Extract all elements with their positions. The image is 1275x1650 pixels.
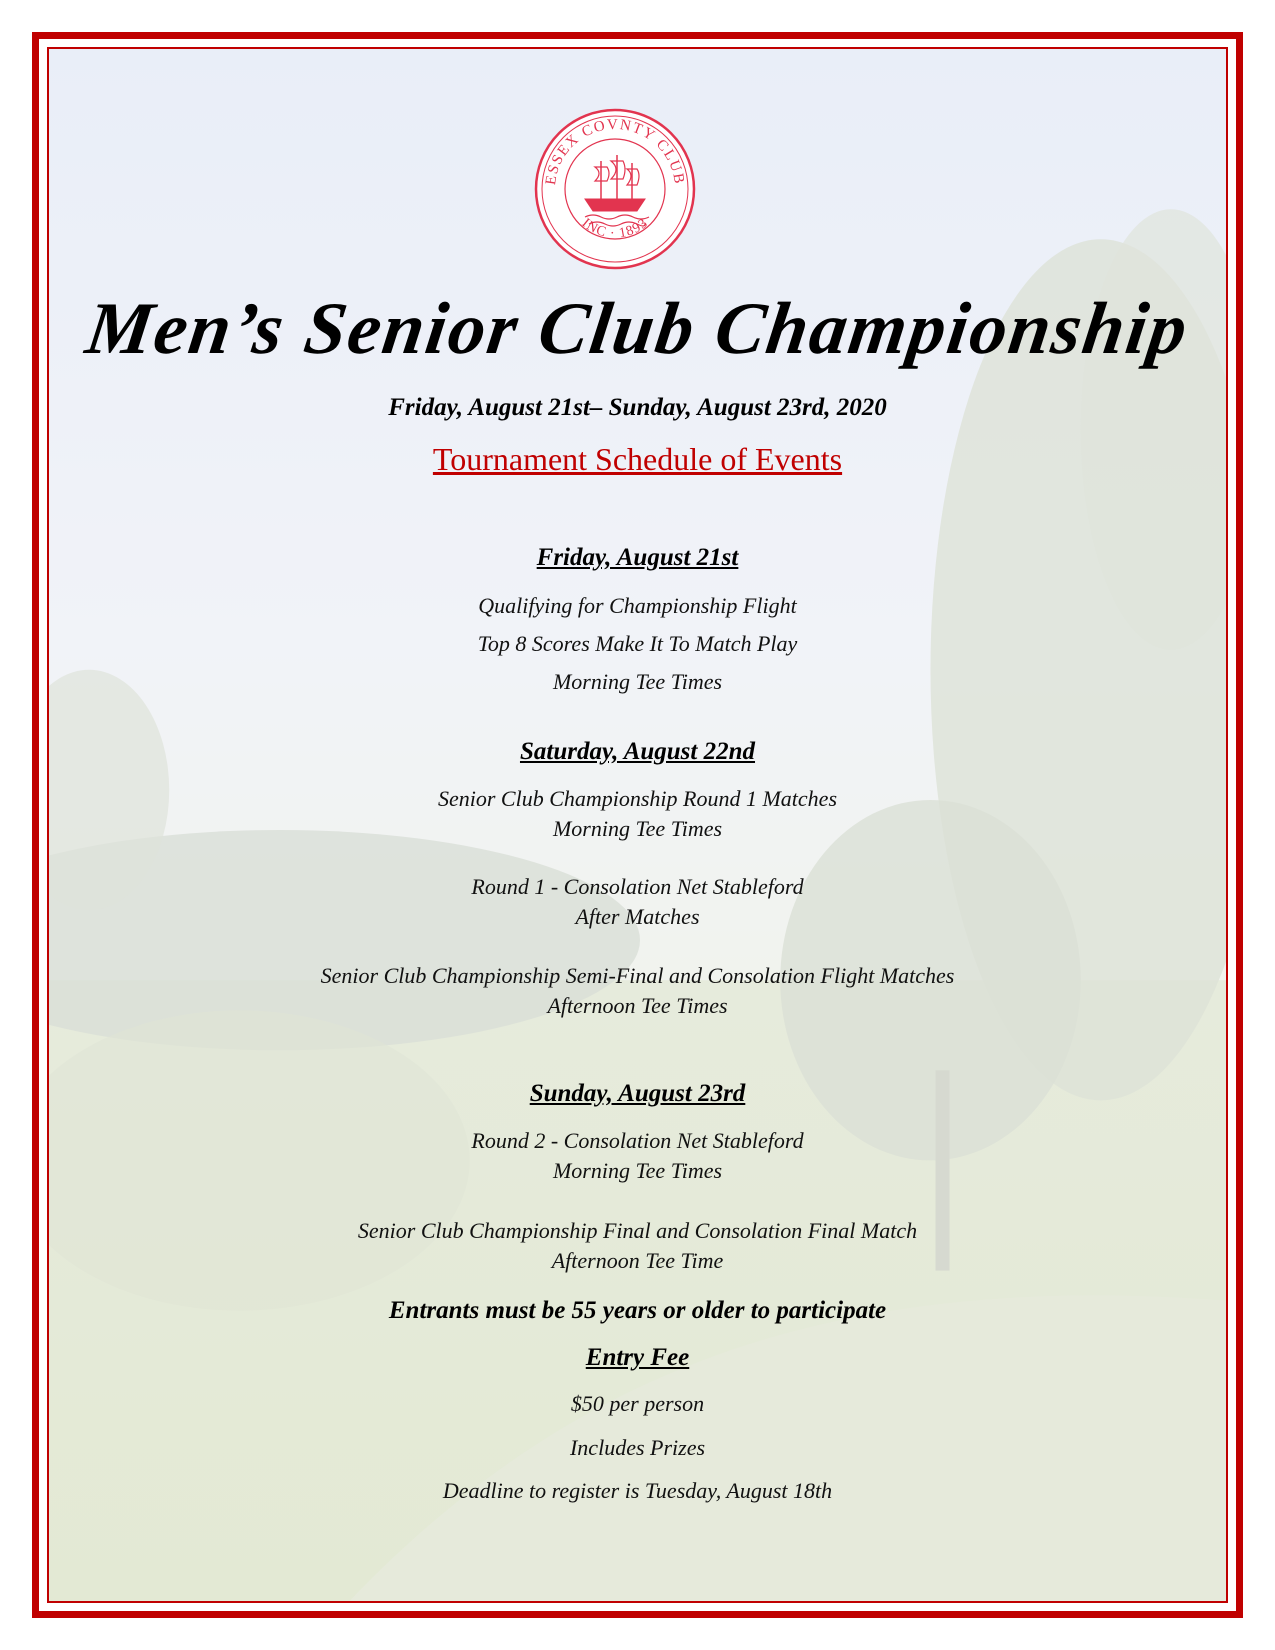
page-border-inner [47, 47, 1228, 1603]
saturday-line-5: Senior Club Championship Semi-Final and Consolation Flight Matches [320, 963, 955, 988]
sunday-line-1: Round 2 - Consolation Net Stableford [471, 1128, 804, 1153]
saturday-line-2: Morning Tee Times [552, 816, 723, 841]
entry-fee-amount: $50 per person [570, 1391, 705, 1416]
schedule-heading: Tournament Schedule of Events [432, 441, 843, 477]
friday-line-2: Top 8 Scores Make It To Match Play [477, 631, 798, 656]
day-heading-friday: Friday, August 21st [536, 544, 739, 571]
saturday-line-3: Round 1 - Consolation Net Stableford [471, 874, 804, 899]
eligibility-note: Entrants must be 55 years or older to participate [388, 1297, 887, 1324]
entry-fee-prizes: Includes Prizes [569, 1435, 706, 1460]
friday-line-3: Morning Tee Times [552, 669, 723, 694]
sunday-line-3: Senior Club Championship Final and Consolation Final Match [357, 1218, 918, 1243]
seal-top-text: ESSEX COVNTY CLUB [543, 116, 688, 186]
day-heading-saturday: Saturday, August 22nd [519, 738, 756, 765]
friday-line-1: Qualifying for Championship Flight [478, 593, 797, 618]
seal-bottom-text: INC · 1893 [578, 215, 652, 242]
sunday-line-2: Morning Tee Times [552, 1158, 723, 1183]
event-title: Men’s Senior Club Championship [81, 288, 1194, 370]
sunday-line-4: Afternoon Tee Time [551, 1248, 724, 1273]
event-dates: Friday, August 21st– Sunday, August 23rd, 2020 [388, 394, 887, 421]
entry-fee-heading: Entry Fee [585, 1344, 690, 1371]
page-border-outer [32, 32, 1243, 1618]
saturday-line-1: Senior Club Championship Round 1 Matches [437, 786, 838, 811]
registration-deadline: Deadline to register is Tuesday, August 18th [442, 1478, 833, 1503]
club-seal-logo [533, 107, 697, 271]
saturday-line-6: Afternoon Tee Times [547, 993, 728, 1018]
day-heading-sunday: Sunday, August 23rd [529, 1080, 746, 1107]
saturday-line-4: After Matches [575, 904, 700, 929]
